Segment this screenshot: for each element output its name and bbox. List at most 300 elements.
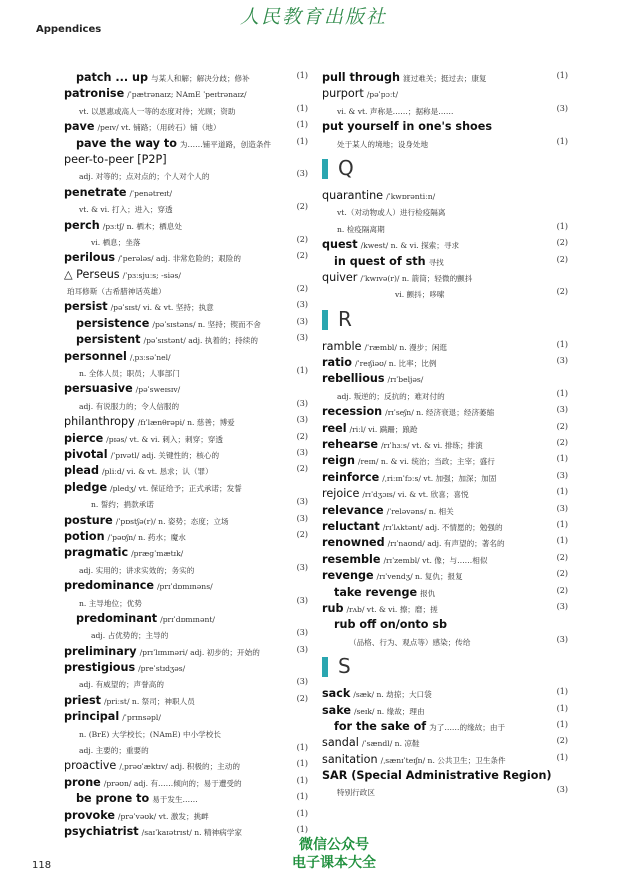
glossary-entry-line [64,166,308,182]
entry-headword: provoke [64,808,115,822]
entry-definition: /ˈpɒstʃə(r)/ n. 姿势；态度；立场 [115,516,229,526]
entry-definition: vt.（对动物或人）进行检疫隔离 [337,208,446,218]
glossary-entry-line [322,451,568,467]
entry-headword: put yourself in one's shoes [322,120,492,134]
entry-book-number: (3) [296,628,308,638]
entry-book-number: (3) [556,356,568,366]
entry-definition: vt. & vi. 打入；进入；穿透 [79,205,173,215]
entry-definition: （品格、行为、观点等）感染；传给 [349,637,471,647]
entry-book-number: (2) [556,569,568,579]
entry-headword: renowned [322,536,385,550]
glossary-entry-line [64,412,308,428]
entry-book-number: (3) [556,503,568,513]
entry-book-number: (3) [296,316,308,326]
entry-headword: patch ... up [76,71,149,84]
entry-definition: /pledʒ/ vt. 保证给予；正式承诺；发誓 [110,483,242,493]
glossary-entry-line [64,740,308,756]
entry-definition: /pɪəs/ vt. & vi. 刺入；刺穿；穿透 [106,434,224,444]
entry-book-number: (1) [556,339,568,349]
entry-definition: 与某人和解；解决分歧；修补 [151,74,250,83]
glossary-entry-line [64,363,308,379]
entry-definition: adj. 有威望的；声誉高的 [79,680,164,690]
entry-book-number: (3) [296,333,308,343]
entry-headword: rub off on/onto sb [334,618,448,632]
entry-book-number: (3) [296,513,308,523]
glossary-entry-line [322,117,568,133]
section-marker-bar [322,657,328,677]
entry-book-number: (3) [556,601,568,611]
entry-definition: /rɪˈnaʊnd/ adj. 有声望的；著名的 [387,539,505,549]
glossary-entry-line [64,281,308,297]
section-title: Appendices [36,24,102,35]
glossary-entry-line [322,235,568,251]
entry-headword: reluctant [322,519,380,533]
entry-book-number: (2) [556,238,568,248]
glossary-entry-line [322,632,568,648]
entry-book-number: (1) [296,824,308,834]
entry-book-number: (1) [296,759,308,769]
entry-headword: quest [322,238,358,252]
glossary-entry-line [64,265,308,281]
glossary-entry-line [64,199,308,215]
entry-headword: psychiatrist [64,824,139,838]
glossary-entry-line [64,84,308,100]
entry-book-number: (3) [296,169,308,179]
entry-definition: /pəˈsweɪsɪv/ [135,385,181,395]
entry-headword: quiver [322,270,358,284]
entry-headword: sandal [322,736,359,750]
glossary-entry-line [64,756,308,772]
entry-headword: revenge [322,569,374,583]
entry-definition: /pəˈpɔːt/ [366,90,399,100]
glossary-entry-line [322,219,568,235]
glossary-entry-line [322,268,568,284]
entry-book-number: (3) [296,415,308,425]
entry-definition: vi. & vt. 声称是……；据称是…… [337,106,454,116]
entry-headword: pragmatic [64,546,129,560]
glossary-entry-line [64,478,308,494]
entry-book-number: (1) [296,71,308,80]
glossary-entry-line [64,396,308,412]
entry-definition: /ˈprɪnsəpl/ [122,713,161,723]
entry-headword: perch [64,218,100,232]
entry-headword: persistent [76,333,141,347]
glossary-entry-line [322,284,568,300]
glossary-entry-line [322,533,568,549]
entry-definition: adj. 对等的；点对点的；个人对个人的 [79,172,210,182]
glossary-entry-line [64,314,308,330]
glossary-entry-line [322,435,568,451]
entry-definition: 特别行政区 [337,788,375,798]
entry-definition: /ˈpætrənaɪz; NAmE ˈpeɪtrənaɪz/ [127,90,247,100]
entry-definition: /rɪˈzembl/ vt. 像；与……相似 [383,555,488,565]
entry-definition: /rɪˈhɜːs/ vt. & vi. 排练；排演 [380,441,483,451]
entry-definition: /ˈpəʊʃn/ n. 药水；魔水 [107,532,186,542]
entry-headword: peer-to-peer [P2P] [64,152,167,166]
entry-headword: pave [64,120,95,134]
entry-definition: 处于某人的境地；设身处地 [337,139,429,149]
entry-definition: n. 誓约；捐款承诺 [91,500,154,510]
glossary-entry-line [322,84,568,100]
glossary-entry-line [64,609,308,625]
glossary-entry-line [322,615,568,631]
glossary-entry-line [64,297,308,313]
entry-definition: /ˈkwɪvə(r)/ n. 箭筒；轻微的颤抖 [360,273,473,283]
entry-headword: rebellious [322,372,385,386]
watermark [264,836,404,872]
entry-headword: rehearse [322,438,378,452]
entry-headword: ratio [322,356,352,370]
entry-definition: /pəˈsɪst/ vi. & vt. 坚持；执意 [110,303,214,313]
entry-book-number: (1) [556,703,568,713]
entry-definition: n. 全体人员；职员；人事部门 [79,369,180,379]
entry-definition: /ˈpenətreɪt/ [129,188,173,198]
glossary-entry-line [322,517,568,533]
glossary-entry-line [322,252,568,268]
glossary-entry-line [64,642,308,658]
entry-book-number: (2) [556,438,568,448]
entry-headword: plead [64,464,99,478]
entry-book-number: (1) [296,792,308,802]
glossary-entry-line [322,468,568,484]
entry-definition: /seɪk/ n. 缘故；理由 [353,706,425,716]
entry-definition: /ˈkwɒrəntiːn/ [386,191,436,201]
entry-headword: pledge [64,480,108,494]
glossary-entry-line [64,216,308,232]
entry-book-number: (2) [556,254,568,264]
entry-headword: be prone to [76,792,150,806]
entry-book-number: (3) [296,398,308,408]
glossary-entry-line [322,402,568,418]
entry-definition: 报仇 [420,588,436,598]
entry-headword: predominant [76,611,158,625]
entry-definition: /rɪˈlʌktənt/ adj. 不情愿的；勉强的 [382,522,503,532]
entry-book-number: (2) [296,284,308,294]
entry-book-number: (3) [296,447,308,457]
entry-headword: reel [322,421,347,435]
entry-definition: 珀耳修斯（古希腊神话英雄） [67,287,166,297]
glossary-entry-line [322,419,568,435]
entry-book-number: (2) [556,585,568,595]
glossary-entry-line [64,183,308,199]
glossary-entry-line [64,461,308,477]
glossary-entry-line [322,134,568,150]
entry-headword: preliminary [64,644,137,658]
entry-headword: ramble [322,339,362,353]
glossary-entry-line [64,724,308,740]
entry-definition: vt. 以恩惠或高人一等的态度对待；光顾；资助 [79,106,236,116]
glossary-entry-line [64,527,308,543]
glossary-entry-line [64,707,308,723]
entry-definition: adj. 有说服力的；令人信服的 [79,401,180,411]
glossary-entry-line [322,733,568,749]
left-column [64,68,308,838]
entry-book-number: (2) [556,287,568,297]
entry-definition: /prəˈvəʊk/ vt. 激发；挑衅 [117,811,209,821]
entry-book-number: (1) [556,71,568,80]
glossary-entry-line [64,232,308,248]
entry-definition: /saɪˈkaɪətrɪst/ n. 精神病学家 [141,827,242,837]
section-letter: Q [338,155,354,180]
entry-headword: potion [64,529,105,543]
entry-headword: persistence [76,316,150,330]
entry-book-number: (3) [296,595,308,605]
entry-book-number: (3) [556,634,568,644]
entry-definition: /ˈræmbl/ n. 漫步；闲逛 [364,342,448,352]
entry-book-number: (3) [556,103,568,113]
entry-book-number: (3) [296,644,308,654]
entry-definition: adj. 主要的；重要的 [79,746,149,756]
glossary-entry-line [64,593,308,609]
entry-headword: priest [64,693,101,707]
glossary-entry-line [322,599,568,615]
glossary-entry-line [64,101,308,117]
entry-headword: philanthropy [64,415,135,429]
glossary-entry-line [322,717,568,733]
glossary-entry-line [64,560,308,576]
entry-book-number: (1) [556,687,568,697]
glossary-entry-line [322,202,568,218]
entry-definition: /prɪˈlɪmɪnəri/ adj. 初步的；开始的 [139,647,260,657]
glossary-entry-line [64,806,308,822]
entry-headword: take revenge [334,585,418,599]
glossary-entry-line [64,773,308,789]
entry-definition: /rʌb/ vt. & vi. 擦；磨；搓 [346,604,438,614]
entry-headword: rub [322,601,344,615]
entry-book-number: (2) [296,464,308,474]
entry-headword: predominance [64,579,154,593]
entry-headword: perilous [64,251,116,265]
entry-definition: /ˈreɪʃiəʊ/ n. 比率；比例 [354,359,437,369]
entry-headword: pave the way to [76,136,177,150]
entry-definition: /ˌsænɪˈteɪʃn/ n. 公共卫生；卫生条件 [380,755,506,765]
entry-book-number: (3) [556,405,568,415]
glossary-entry-line [64,134,308,150]
glossary-entry-line [64,150,308,166]
entry-definition: n. 主导地位；优势 [79,598,142,608]
glossary-entry-line [322,583,568,599]
entry-book-number: (3) [556,785,568,795]
glossary-entry-line [322,782,568,798]
entry-headword: personnel [64,349,127,363]
entry-book-number: (1) [556,719,568,729]
section-marker-bar [322,310,328,330]
glossary-entry-line [64,576,308,592]
entry-headword: rejoice [322,487,360,501]
glossary-entry-line [322,186,568,202]
entry-headword: sack [322,687,351,701]
entry-headword: reinforce [322,470,380,484]
page-number: 118 [32,860,52,871]
entry-book-number: (1) [296,808,308,818]
entry-book-number: (1) [296,136,308,146]
entry-definition: adj. 叛逆的；反抗的；难对付的 [337,391,445,401]
entry-definition: 寻找 [428,257,444,267]
entry-headword: △ Perseus [64,267,120,281]
section-letter: R [338,306,352,331]
section-marker-bar [322,159,328,179]
entry-definition: adj. 实用的；讲求实效的；务实的 [79,565,195,575]
entry-definition: /prəʊn/ adj. 有……倾向的；易于遭受的 [103,778,242,788]
entry-headword: reign [322,454,355,468]
entry-definition: /rɪˈbeljəs/ [387,375,424,385]
entry-headword: for the sake of [334,719,427,733]
entry-definition: /ˈperələs/ adj. 非常危险的；艰险的 [118,254,241,264]
entry-book-number: (2) [556,421,568,431]
entry-headword: SAR (Special Administrative Region) [322,769,552,783]
entry-headword: persuasive [64,382,133,396]
entry-definition: /ˈpɪvətl/ adj. 关键性的；核心的 [110,450,220,460]
letter-section-heading [322,654,568,680]
entry-book-number: (1) [556,752,568,762]
entry-definition: vi. 颤抖；哆嗦 [395,290,445,300]
entry-definition: vi. 栖息；坐落 [91,237,141,247]
entry-book-number: (2) [296,431,308,441]
entry-headword: patronise [64,87,125,101]
entry-definition: /rɪˈvendʒ/ n. 复仇；报复 [376,572,463,582]
entry-headword: penetrate [64,185,127,199]
glossary-entry-line [64,117,308,133]
entry-headword: in quest of sth [334,254,426,268]
glossary-entry-line [322,750,568,766]
entry-headword: pull through [322,71,400,84]
publisher-logo: 人民教育出版社 [240,6,388,28]
entry-headword: prone [64,775,101,789]
entry-book-number: (3) [556,470,568,480]
entry-definition: /ˈsændl/ n. 凉鞋 [361,739,420,749]
entry-headword: sanitation [322,752,378,766]
glossary-entry-line [322,766,568,782]
entry-book-number: (1) [556,536,568,546]
entry-book-number: (1) [296,103,308,113]
entry-headword: posture [64,513,113,527]
entry-definition: /sæk/ n. 劫掠；大口袋 [353,690,432,700]
entry-definition: /ˌprəʊˈæktɪv/ adj. 积极的；主动的 [119,762,240,772]
entry-definition: /pəˈsɪstəns/ n. 坚持；锲而不舍 [152,319,261,329]
entry-headword: persist [64,300,108,314]
entry-definition: 渡过难关；挺过去；康复 [403,74,487,83]
glossary-entry-line [322,353,568,369]
entry-definition: /rɪˈseʃn/ n. 经济衰退；经济萎缩 [385,408,495,418]
glossary-entry-line [322,550,568,566]
glossary-entry-line [322,369,568,385]
section-letter: S [338,654,351,679]
glossary-entry-line [64,379,308,395]
entry-definition: /ˌriːɪnˈfɔːs/ vt. 加强；加深；加固 [382,473,497,483]
entry-headword: recession [322,405,383,419]
entry-headword: principal [64,710,120,724]
entry-definition: /kwest/ n. & vi. 探索；寻求 [360,241,460,251]
glossary-entry-line [64,625,308,641]
entry-definition: /reɪn/ n. & vi. 统治；当政；主宰；盛行 [357,457,495,467]
entry-book-number: (1) [556,221,568,231]
entry-definition: /rɪˈdʒɔɪs/ vi. & vt. 欣喜；喜悦 [362,490,469,500]
entry-headword: purport [322,87,364,101]
entry-definition: 易于发生…… [152,795,198,805]
entry-definition: /riːl/ vi. 蹒跚；踉跄 [349,424,418,434]
entry-definition: n. (BrE) 大学校长；(NAmE) 中小学校长 [79,729,221,739]
entry-book-number: (1) [296,743,308,753]
entry-definition: n. 检疫隔离期 [337,224,385,234]
entry-definition: /peɪv/ vt. 铺路；（用砖石）铺（地） [97,123,221,133]
entry-book-number: (1) [556,454,568,464]
watermark-line-1: 微信公众号 [299,837,369,853]
glossary-entry-line [64,330,308,346]
entry-headword: prestigious [64,661,136,675]
entry-definition: 为……铺平道路，创造条件 [179,139,272,149]
glossary-entry-line [322,501,568,517]
entry-book-number: (1) [556,519,568,529]
glossary-entry-line [64,445,308,461]
glossary-entry-line [64,429,308,445]
entry-book-number: (2) [296,202,308,212]
glossary-entry-line [64,658,308,674]
entry-definition: /preˈstɪdʒəs/ [138,664,186,674]
entry-definition: 为了……的缘故；由于 [429,722,506,732]
glossary-entry-line [64,674,308,690]
entry-definition: /præɡˈmætɪk/ [131,549,184,559]
glossary-entry-line [64,543,308,559]
entry-definition: adj. 占优势的；主导的 [91,631,169,641]
entry-headword: pierce [64,431,104,445]
entry-headword: pivotal [64,447,108,461]
entry-book-number: (1) [296,366,308,376]
entry-book-number: (1) [296,775,308,785]
watermark-line-2: 电子课本大全 [292,855,376,871]
entry-definition: /priːst/ n. 祭司；神职人员 [103,696,195,706]
glossary-entry-line [322,68,568,84]
entry-book-number: (3) [296,677,308,687]
glossary-entry-line [322,566,568,582]
entry-headword: quarantine [322,188,384,202]
glossary-entry-line [64,248,308,264]
glossary-entry-line [322,684,568,700]
glossary-entry-line [64,494,308,510]
entry-book-number: (1) [556,136,568,146]
glossary-entry-line [322,386,568,402]
entry-definition: /prɪˈdɒmɪnəns/ [157,582,213,592]
entry-book-number: (1) [556,487,568,497]
letter-section-heading [322,156,568,182]
entry-definition: /pliːd/ vi. & vt. 恳求；认（罪） [102,467,213,477]
entry-definition: /ˈreləvəns/ n. 相关 [386,506,454,516]
entry-book-number: (2) [556,552,568,562]
entry-definition: /prɪˈdɒmɪnənt/ [160,614,215,624]
glossary-entry-line [322,701,568,717]
entry-headword: sake [322,703,351,717]
entry-book-number: (2) [296,693,308,703]
glossary-entry-line [322,101,568,117]
glossary-entry-line [322,484,568,500]
entry-definition: /pɜːtʃ/ n. 栖木；栖息处 [102,221,182,231]
entry-definition: /ˌpɜːsəˈnel/ [129,352,171,362]
glossary-entry-line [64,789,308,805]
entry-headword: relevance [322,503,384,517]
page-header [0,0,636,44]
entry-definition: /fɪˈlænθrəpi/ n. 慈善；博爱 [137,418,235,428]
entry-book-number: (2) [556,736,568,746]
entry-book-number: (1) [296,120,308,130]
glossary-entry-line [322,337,568,353]
entry-book-number: (2) [296,251,308,261]
glossary-entry-line [64,511,308,527]
entry-definition: /pəˈsɪstənt/ adj. 执着的；持续的 [143,336,258,346]
entry-headword: proactive [64,759,117,773]
entry-book-number: (1) [556,388,568,398]
entry-book-number: (3) [296,497,308,507]
entry-book-number: (2) [296,234,308,244]
letter-section-heading [322,307,568,333]
